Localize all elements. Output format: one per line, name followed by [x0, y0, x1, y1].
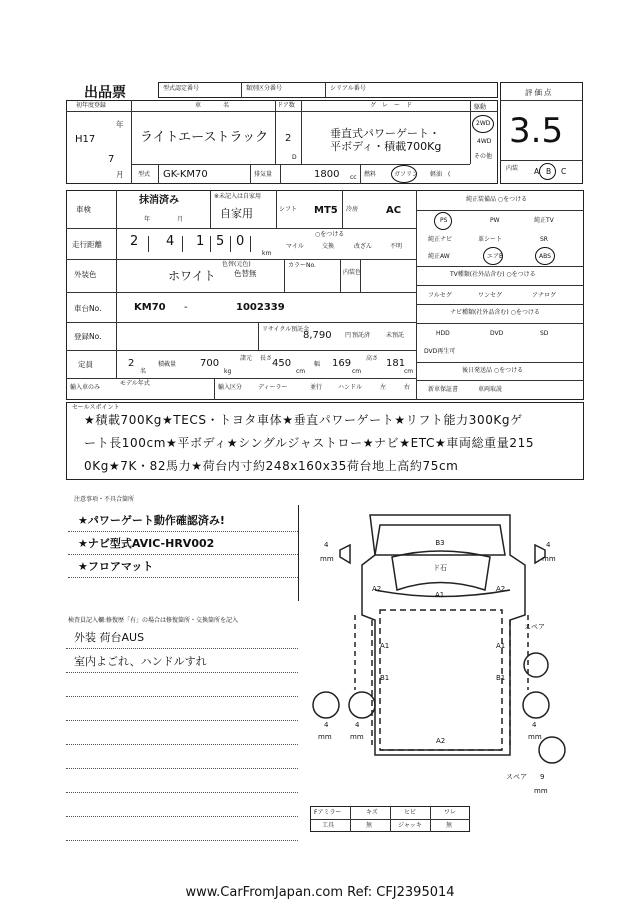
interior-grade-a: A — [534, 167, 540, 176]
tread-rl-b: 4 — [355, 721, 360, 729]
import-label: 輸入車のみ — [70, 384, 101, 391]
docs-title: 後日発送品 ○をつける — [462, 367, 524, 374]
grade-label: グレード — [370, 102, 419, 109]
sales-line-1: ★積載700Kg★TECS・トヨタ車体★垂直パワーゲート★リフト能力300Kgゲ — [84, 413, 523, 427]
drive-other: その他 — [474, 153, 493, 160]
tread-spare: 9 — [540, 773, 545, 781]
tread-rl-b-unit: mm — [350, 733, 364, 741]
first-reg-month: 7 — [108, 154, 115, 165]
docs-warranty: 新車保証書 — [428, 386, 459, 393]
note-line-1: ★パワーゲート動作確認済み! — [78, 514, 225, 527]
inspection-value: 抹消済み — [139, 195, 179, 206]
usage-value: 自家用 — [220, 207, 253, 220]
capacity-value: 2 — [128, 358, 135, 369]
exterior-color-label: 外装色 — [74, 270, 97, 279]
tv-fullseg: フルセグ — [428, 292, 452, 299]
miles-label: マイル — [286, 243, 304, 250]
check-jack-label: ジャッキ — [398, 822, 422, 829]
mileage-digit-4: 5 — [216, 234, 225, 249]
check-jack-value: 無 — [446, 822, 453, 829]
handle-label: ハンドル — [338, 384, 363, 391]
diagram-label-a2-bottom: A2 — [436, 737, 446, 745]
tread-fl-unit: mm — [320, 555, 334, 563]
grade-line-1: 垂直式パワーゲート・ — [330, 127, 440, 140]
dim-label: 諸元 — [240, 355, 253, 362]
diagram-label-b1-right: B1 — [496, 674, 506, 682]
car-damage-diagram — [300, 495, 590, 815]
shift-label: シフト — [279, 206, 298, 213]
circle-mark — [434, 212, 452, 230]
mileage-digit-2: 4 — [166, 234, 175, 249]
light-oil-label: 軽油 — [430, 171, 443, 178]
tv-title: TV種類(社外品含む) ○をつける — [450, 271, 536, 278]
color-number-label: カラーNo. — [288, 262, 316, 269]
check-header-scratch: キズ — [366, 809, 378, 816]
inspection-year: 年 — [144, 216, 151, 223]
circle-mark — [535, 247, 555, 265]
height-label: 高さ — [366, 355, 379, 362]
check-header-break: ワレ — [444, 809, 457, 816]
watermark: www.CarFromJapan.com Ref: CFJ2395014 — [185, 885, 455, 900]
mileage-digit-1: 2 — [130, 234, 139, 249]
mileage-digit-5: 0 — [236, 234, 245, 249]
equip-airbag: エアB — [487, 253, 504, 260]
recycle-done: 預託済 — [352, 332, 371, 339]
mileage-digit-3: 1 — [196, 234, 205, 249]
ac-label: 冷房 — [346, 206, 359, 213]
check-tools-label: 工具 — [322, 822, 335, 829]
diagram-label-spare-top: スペア — [524, 623, 545, 631]
import-dealer: ディーラー — [258, 384, 288, 391]
width-label: 幅 — [314, 361, 321, 368]
recycle-unit: 円 — [345, 332, 352, 339]
inspector-line-2: 室内よごれ、ハンドルすれ — [74, 655, 207, 668]
tv-analog: アナログ — [532, 292, 557, 299]
fuel-value: ガソリン — [394, 171, 419, 178]
load-unit: kg — [224, 368, 232, 375]
interior-grade-b: B — [546, 167, 552, 176]
interior-label: 内装 — [506, 165, 519, 172]
recycle-label: リサイクル預託金 — [262, 326, 310, 333]
capacity-unit: 名 — [140, 368, 147, 375]
tread-rr-unit: mm — [528, 733, 542, 741]
mileage-label: 走行距離 — [72, 240, 102, 249]
circle-note: ○をつける — [315, 231, 345, 238]
form-title: 出品票 — [84, 85, 126, 101]
month-unit: 月 — [116, 170, 124, 179]
notes-label: 注意事項・不具合箇所 — [74, 496, 135, 503]
tv-oneseg: ワンセグ — [478, 292, 503, 299]
mileage-swap: 交換 — [322, 243, 335, 250]
diagram-label-a1-hood: A1 — [435, 591, 445, 599]
load-label: 積載量 — [158, 361, 177, 368]
score-value: 3.5 — [509, 111, 564, 151]
note-line-3: ★フロアマット — [78, 560, 154, 573]
length-label: 長さ — [260, 355, 273, 362]
recycle-amount: 8,790 — [303, 330, 332, 341]
mileage-unknown: 不明 — [390, 243, 403, 250]
chassis-label: 車台No. — [74, 304, 102, 313]
navi-dvd: DVD — [490, 330, 504, 337]
paren: ( — [448, 171, 451, 178]
length-value: 450 — [272, 358, 292, 369]
chassis-number: 1002339 — [236, 302, 285, 313]
check-header-mirror: Fアミラー — [314, 809, 342, 816]
diagram-label-spare-bottom: スペア — [506, 773, 527, 781]
equipment-title: 純正装備品 ○をつける — [466, 196, 528, 203]
tread-spare-unit: mm — [534, 787, 548, 795]
color-change-value: 色替無 — [234, 269, 257, 278]
equip-tv: 純正TV — [534, 217, 554, 224]
tread-fl: 4 — [324, 541, 329, 549]
drive-label: 駆動 — [474, 104, 487, 111]
drive-4wd: 4WD — [477, 138, 492, 145]
model-year-label: モデル年式 — [120, 380, 150, 387]
import-type-label: 輸入区分 — [218, 384, 243, 391]
equip-sr: SR — [540, 236, 548, 243]
header-id-row — [158, 82, 498, 98]
diagram-label-b1-left: B1 — [380, 674, 390, 682]
doors-value: 2 — [285, 133, 292, 144]
load-value: 700 — [200, 358, 220, 369]
chassis-dash: - — [184, 302, 188, 313]
length-unit: cm — [296, 368, 306, 375]
displacement-label: 排気量 — [254, 171, 273, 178]
equip-pw: PW — [490, 217, 500, 224]
sales-point-label: セールスポイント — [72, 404, 120, 411]
inspector-label: 検査員記入欄:修復歴「有」の場合は修復箇所・交換箇所を記入 — [68, 617, 239, 624]
doors-label: ドア数 — [277, 102, 295, 109]
check-tools-value: 無 — [366, 822, 373, 829]
handle-right: 右 — [404, 384, 411, 391]
displacement-value: 1800 — [314, 169, 340, 180]
diagram-label-a2-left: A2 — [372, 585, 382, 593]
width-unit: cm — [352, 368, 362, 375]
interior-grade-c: C — [561, 167, 567, 176]
mileage-km: km — [262, 250, 272, 257]
car-name: ライトエーストラック — [140, 130, 269, 145]
inspector-line-1: 外装 荷台AUS — [74, 631, 145, 644]
circle-mark — [539, 163, 556, 180]
check-header-crack: ヒビ — [404, 809, 417, 816]
diagram-label-b3: B3 — [435, 539, 445, 547]
navi-dvd-play: DVD再生可 — [424, 348, 456, 355]
model-value: GK-KM70 — [163, 169, 208, 180]
mileage-tampered: 改ざん — [354, 243, 373, 250]
equip-abs: ABS — [539, 253, 551, 260]
note-line-2: ★ナビ型式AVIC-HRV002 — [78, 537, 215, 550]
model-cert-label: 型式認定番号 — [163, 85, 200, 92]
diagram-label-a1-left: A1 — [380, 642, 390, 650]
equip-navi: 純正ナビ — [428, 236, 453, 243]
diagram-label-a2-right: A2 — [496, 585, 506, 593]
tread-rl-a: 4 — [324, 721, 329, 729]
height-unit: cm — [404, 368, 414, 375]
doors-unit: D — [292, 154, 297, 161]
fuel-label: 燃料 — [364, 171, 377, 178]
score-label: 評価点 — [525, 88, 554, 97]
tread-fr-unit: mm — [542, 555, 556, 563]
recycle-undone: 未預託 — [386, 332, 405, 339]
class-label: 類別区分番号 — [246, 85, 283, 92]
inspection-month: 月 — [177, 216, 184, 223]
cc-unit: cc — [350, 174, 357, 181]
usage-note: ※未記入は自家用 — [214, 193, 262, 200]
exterior-color-value: ホワイト — [168, 269, 216, 283]
equip-leather: 革シート — [478, 236, 503, 243]
diagram-label-glass: ド石 — [433, 564, 447, 572]
car-name-label: 車名 — [195, 102, 252, 109]
year-unit: 年 — [116, 120, 124, 129]
tread-rr: 4 — [532, 721, 537, 729]
serial-label: シリアル番号 — [330, 85, 366, 92]
interior-color-label: 内装色 — [343, 269, 362, 276]
height-value: 181 — [386, 358, 406, 369]
color-change-label: 色替(元色) — [222, 261, 251, 268]
ac-value: AC — [386, 205, 402, 216]
handle-left: 左 — [380, 384, 387, 391]
drive-2wd: 2WD — [476, 120, 491, 127]
chassis-model: KM70 — [134, 302, 166, 313]
first-reg-era: H17 — [75, 134, 96, 145]
import-parallel: 並行 — [310, 384, 323, 391]
grade-line-2: 平ボディ・積載700Kg — [330, 140, 442, 153]
shift-value: MT5 — [314, 205, 338, 216]
reg-no-label: 登録No. — [74, 332, 102, 341]
tread-fr: 4 — [546, 541, 551, 549]
navi-hdd: HDD — [436, 330, 450, 337]
capacity-label: 定員 — [78, 360, 93, 369]
equip-aw: 純正AW — [428, 253, 450, 260]
first-reg-label: 初年度登録 — [76, 102, 107, 109]
sales-line-3: 0Kg★7K・82馬力★荷台内寸約248x160x35荷台地上高約75cm — [84, 459, 459, 473]
docs-manual: 車両取説 — [478, 386, 503, 393]
width-value: 169 — [332, 358, 352, 369]
inspection-label: 車検 — [76, 205, 91, 214]
circle-mark — [483, 247, 503, 265]
tread-rl-a-unit: mm — [318, 733, 332, 741]
model-label: 型式 — [138, 171, 151, 178]
diagram-label-a1-right: A1 — [496, 642, 506, 650]
navi-sd: SD — [540, 330, 549, 337]
sales-line-2: ート長100cm★平ボディ★シングルジャストロー★ナビ★ETC★車両総重量215 — [84, 436, 535, 450]
navi-title: ナビ種類(社外品含む) ○をつける — [450, 309, 540, 316]
equip-ps: PS — [440, 217, 448, 224]
